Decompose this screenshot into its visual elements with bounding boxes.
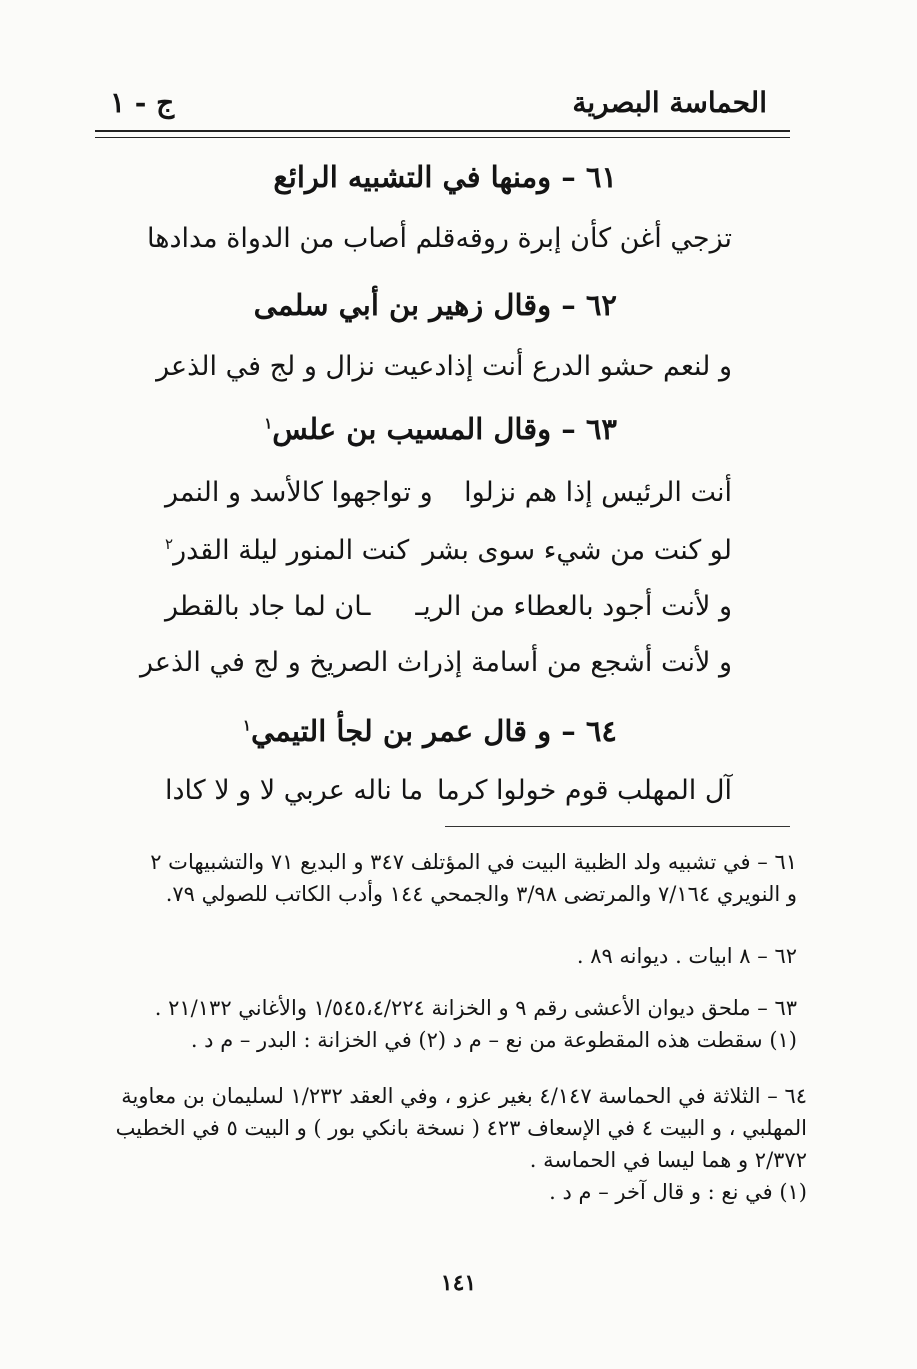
verse-line [156,346,732,386]
verse-second-hemistich: راث الصريخ و لج في الذعر [139,646,443,678]
running-head [110,82,767,122]
header-rule-thin [95,137,790,138]
verse-first-hemistich: أنت الرئيس إذا هم نزلوا [464,476,732,508]
poem-heading-62: ٦٢ – وقال زهير بن أبي سلمى [253,288,617,322]
verse-line [165,770,732,810]
volume-number: ج - ١ [110,85,175,119]
footnote-mark: ١ [264,414,273,433]
footnote-62: ٦٢ – ٨ ابيات . ديوانه ٨٩ . [576,944,797,968]
verse-first-hemistich: و لأنت أجود بالعطاء من الريـ [415,590,732,622]
verse-first-hemistich: لو كنت من شيء سوى بشر [422,534,732,566]
verse-second-hemistich: دعيت نزال و لج في الذعر [156,350,447,382]
page-number: ١٤١ [440,1270,477,1296]
verse-first-hemistich: تزجي أغن كأن إبرة روقه [455,222,732,254]
verse-second-hemistich: و تواجهوا كالأسد و النمر [165,476,433,508]
verse-second-hemistich: قلم أصاب من الدواة مدادها [147,222,456,254]
header-rule-thick [95,130,790,132]
book-title: الحماسة البصرية [572,85,767,119]
verse-second-hemistich: كنت المنور ليلة القدر$^٢$ [165,534,410,566]
verse-first-hemistich: و لنعم حشو الدرع أنت إذا [446,350,732,382]
poem-heading-63: ٦٣ – وقال المسيب بن علس$^١$ [264,412,617,446]
verse-line [165,530,732,570]
verse-line [147,218,732,258]
footnote-63: ٦٣ – ملحق ديوان الأعشى رقم ٩ و الخزانة ١/٥٤٥،٤/٢٢٤ والأغاني ٢١/١٣٢ . (١) سقطت هذه المقطوعة من نع – م د (٢) في الخزانة : البدر – م د . [154,996,797,1052]
footnote-mark: ١ [242,716,251,735]
footnote-61: ٦١ – في تشبيه ولد الظبية البيت في المؤتلف ٣٤٧ و البديع ٧١ والتشبيهات ٢ و النويري ٧/١٦٤ والمرتضى ٣/٩٨ والجمحي ١٤٤ وأدب الكاتب للصولي ٧٩. [150,850,797,906]
verse-line [165,586,732,626]
verse-line [165,472,732,512]
footnote-rule [445,826,790,827]
verse-second-hemistich: ما ناله عربي لا و لا كادا [165,774,424,806]
footnote-64: ٦٤ – الثلاثة في الحماسة ٤/١٤٧ بغير عزو ، وفي العقد ١/٢٣٢ لسليمان بن معاوية المهلبي ، و البيت ٤ في الإسعاف ٤٢٣ ( نسخة بانكي بور ) و البيت ٥ في الخطيب ٢/٣٧٢ و هما ليسا في الحماسة . (١) في نع : و قال آخر – م د . [115,1084,807,1204]
verse-first-hemistich: آل المهلب قوم خولوا كرما [436,774,732,806]
poem-heading-61: ٦١ – ومنها في التشبيه الرائع [273,160,617,194]
poem-heading-64: ٦٤ – و قال عمر بن لجأ التيمي$^١$ [242,714,617,748]
footnote-mark: ٢ [165,534,174,553]
verse-second-hemistich: ـان لما جاد بالقطر [165,590,371,622]
verse-first-hemistich: و لأنت أشجع من أسامة إذ [442,646,732,678]
verse-line [139,642,732,682]
